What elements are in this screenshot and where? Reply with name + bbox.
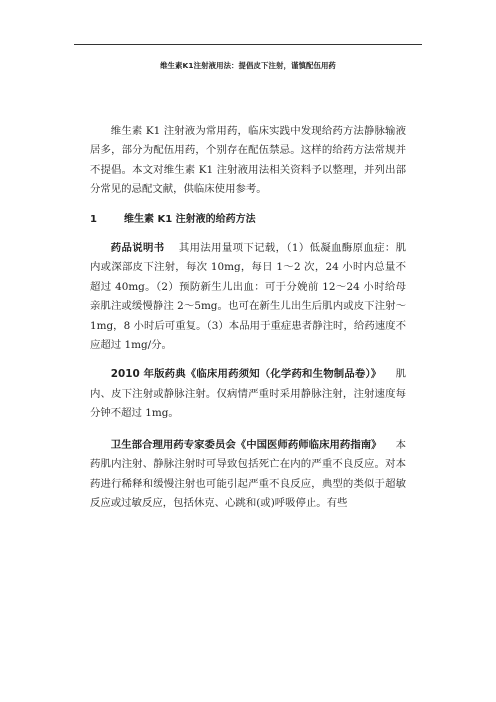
paragraph-term: 药品说明书 (110, 242, 165, 255)
paragraph-text: 肌内、皮下注射或静脉注射。仅病情严重时采用静脉注射，注射速度每分钟不超过 1mg。 (90, 368, 406, 420)
paragraph-term: 卫生部合理用药专家委员会《中国医师药师临床用药指南》 (110, 438, 382, 451)
paragraph-term: 2010 年版药典《临床用药须知（化学药和生物制品卷）》 (110, 368, 382, 381)
section-number: 1 (90, 213, 97, 225)
header-rule (74, 44, 422, 45)
section-heading (90, 210, 406, 229)
page-header-title: 维生素K1注射液用法：提倡皮下注射，谨慎配伍用药 (160, 61, 336, 70)
paragraph-pharmacopoeia (90, 365, 406, 423)
intro-paragraph: 维生素 K1 注射液为常用药，临床实践中发现给药方法静脉输液居多，部分为配伍用药，个别存在配伍禁忌。这样的给药方法常规并不提倡。本文对维生素 K1 注射液用法相关资料予以整理，并列出部分常见的忌配文献，供临床使用参考。 (90, 125, 406, 196)
paragraph-text: 本药肌内注射、静脉注射时可导致包括死亡在内的严重不良反应。对本药进行稀释和缓慢注射也可能引起严重不良反应，典型的类似于超敏反应或过敏反应，包括休克、心跳和(或)呼吸停止。有些 (90, 438, 407, 509)
paragraph-package-insert (90, 239, 406, 355)
paragraph-text: 其用法用量项下记载，（1）低凝血酶原血症：肌内或深部皮下注射，每次 10mg，每日 1～2 次，24 小时内总量不超过 40mg。（2）预防新生儿出血：可于分娩前 12～24 小时给母亲肌注或缓慢静注 2～5mg。也可在新生儿出生后肌内或皮下注射～1mg，8 小时后可重复。（3）本品用于重症患者静注时，给药速度不应超过 1mg/分。 (90, 242, 407, 352)
section-title: 维生素 K1 注射液的给药方法 (124, 213, 256, 225)
paragraph-clinical-guide (90, 436, 406, 514)
document-body (90, 122, 406, 513)
